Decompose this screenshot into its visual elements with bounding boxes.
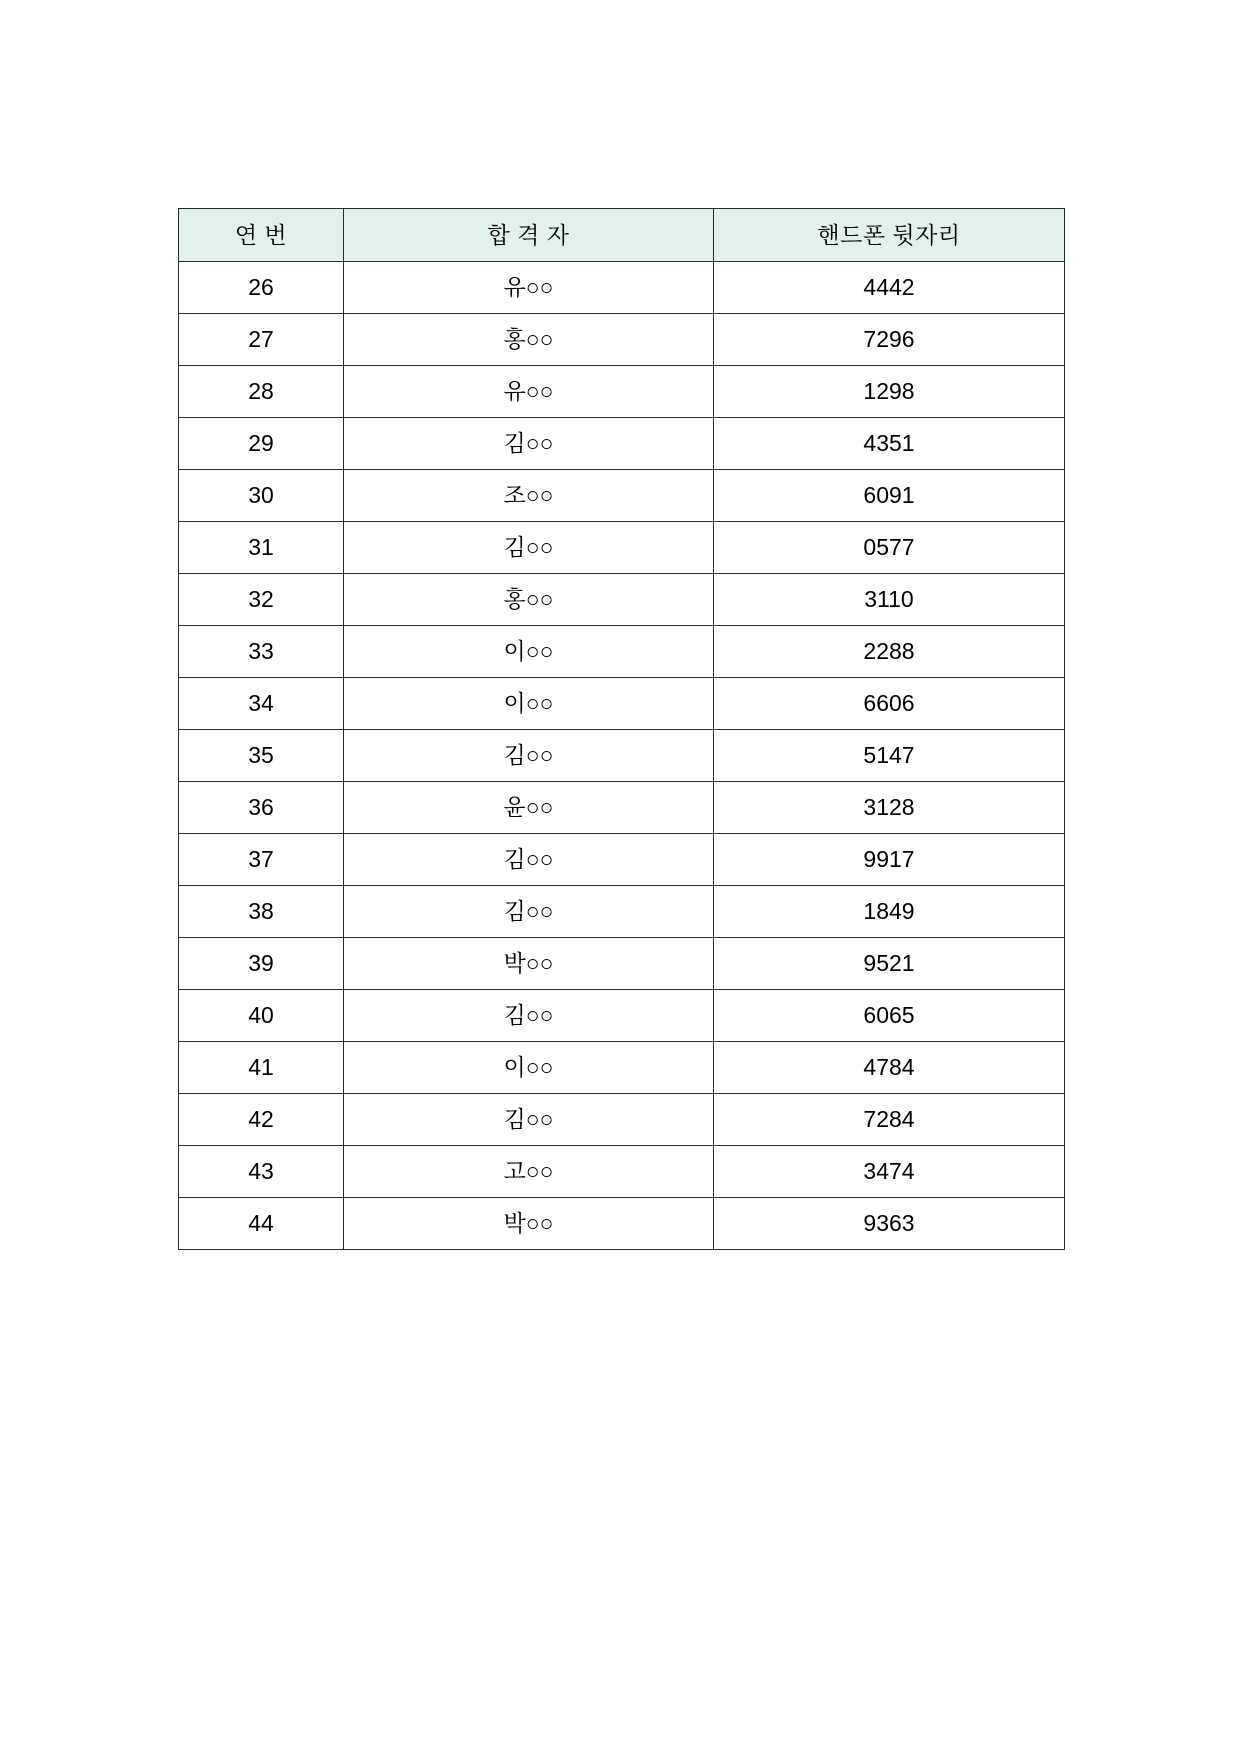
cell-name: 고○○ bbox=[344, 1146, 714, 1198]
cell-phone: 3128 bbox=[714, 782, 1065, 834]
cell-name: 유○○ bbox=[344, 366, 714, 418]
cell-phone: 9917 bbox=[714, 834, 1065, 886]
cell-name: 김○○ bbox=[344, 522, 714, 574]
results-table bbox=[178, 208, 1065, 1250]
cell-no: 42 bbox=[179, 1094, 344, 1146]
cell-no: 44 bbox=[179, 1198, 344, 1250]
table-row bbox=[179, 782, 1065, 834]
cell-phone: 4351 bbox=[714, 418, 1065, 470]
cell-phone: 3110 bbox=[714, 574, 1065, 626]
cell-phone: 2288 bbox=[714, 626, 1065, 678]
column-header-no: 연 번 bbox=[179, 209, 344, 262]
table-row bbox=[179, 626, 1065, 678]
cell-phone: 6091 bbox=[714, 470, 1065, 522]
table-row bbox=[179, 1042, 1065, 1094]
cell-name: 조○○ bbox=[344, 470, 714, 522]
table-row bbox=[179, 834, 1065, 886]
cell-no: 28 bbox=[179, 366, 344, 418]
table-row bbox=[179, 938, 1065, 990]
cell-no: 37 bbox=[179, 834, 344, 886]
column-header-name: 합 격 자 bbox=[344, 209, 714, 262]
table-row bbox=[179, 366, 1065, 418]
table-row bbox=[179, 678, 1065, 730]
cell-name: 홍○○ bbox=[344, 314, 714, 366]
cell-no: 33 bbox=[179, 626, 344, 678]
cell-phone: 7284 bbox=[714, 1094, 1065, 1146]
table-row bbox=[179, 574, 1065, 626]
cell-name: 박○○ bbox=[344, 1198, 714, 1250]
cell-no: 31 bbox=[179, 522, 344, 574]
cell-name: 김○○ bbox=[344, 886, 714, 938]
cell-no: 27 bbox=[179, 314, 344, 366]
cell-name: 유○○ bbox=[344, 262, 714, 314]
cell-phone: 1849 bbox=[714, 886, 1065, 938]
cell-phone: 4784 bbox=[714, 1042, 1065, 1094]
cell-no: 34 bbox=[179, 678, 344, 730]
cell-no: 32 bbox=[179, 574, 344, 626]
table-row bbox=[179, 886, 1065, 938]
table-row bbox=[179, 470, 1065, 522]
table-row bbox=[179, 418, 1065, 470]
cell-name: 김○○ bbox=[344, 730, 714, 782]
cell-phone: 3474 bbox=[714, 1146, 1065, 1198]
cell-no: 30 bbox=[179, 470, 344, 522]
cell-no: 35 bbox=[179, 730, 344, 782]
column-header-phone: 핸드폰 뒷자리 bbox=[714, 209, 1065, 262]
table-row bbox=[179, 1198, 1065, 1250]
cell-phone: 9363 bbox=[714, 1198, 1065, 1250]
cell-name: 김○○ bbox=[344, 834, 714, 886]
cell-name: 이○○ bbox=[344, 678, 714, 730]
cell-no: 36 bbox=[179, 782, 344, 834]
cell-no: 26 bbox=[179, 262, 344, 314]
table-row bbox=[179, 730, 1065, 782]
cell-no: 40 bbox=[179, 990, 344, 1042]
cell-phone: 7296 bbox=[714, 314, 1065, 366]
cell-phone: 1298 bbox=[714, 366, 1065, 418]
cell-name: 홍○○ bbox=[344, 574, 714, 626]
cell-name: 윤○○ bbox=[344, 782, 714, 834]
cell-name: 김○○ bbox=[344, 418, 714, 470]
cell-no: 41 bbox=[179, 1042, 344, 1094]
cell-phone: 6065 bbox=[714, 990, 1065, 1042]
cell-no: 29 bbox=[179, 418, 344, 470]
cell-no: 43 bbox=[179, 1146, 344, 1198]
table-row bbox=[179, 314, 1065, 366]
table-header bbox=[179, 209, 1065, 262]
table-row bbox=[179, 262, 1065, 314]
table-row bbox=[179, 1146, 1065, 1198]
cell-phone: 9521 bbox=[714, 938, 1065, 990]
cell-phone: 6606 bbox=[714, 678, 1065, 730]
cell-name: 김○○ bbox=[344, 1094, 714, 1146]
table-header-row bbox=[179, 209, 1065, 262]
cell-no: 39 bbox=[179, 938, 344, 990]
table-row bbox=[179, 522, 1065, 574]
cell-phone: 0577 bbox=[714, 522, 1065, 574]
table-row bbox=[179, 1094, 1065, 1146]
table-row bbox=[179, 990, 1065, 1042]
cell-name: 박○○ bbox=[344, 938, 714, 990]
cell-phone: 5147 bbox=[714, 730, 1065, 782]
cell-name: 이○○ bbox=[344, 626, 714, 678]
table-body bbox=[179, 262, 1065, 1250]
cell-name: 이○○ bbox=[344, 1042, 714, 1094]
cell-phone: 4442 bbox=[714, 262, 1065, 314]
results-table-container bbox=[178, 208, 1064, 1250]
cell-no: 38 bbox=[179, 886, 344, 938]
cell-name: 김○○ bbox=[344, 990, 714, 1042]
